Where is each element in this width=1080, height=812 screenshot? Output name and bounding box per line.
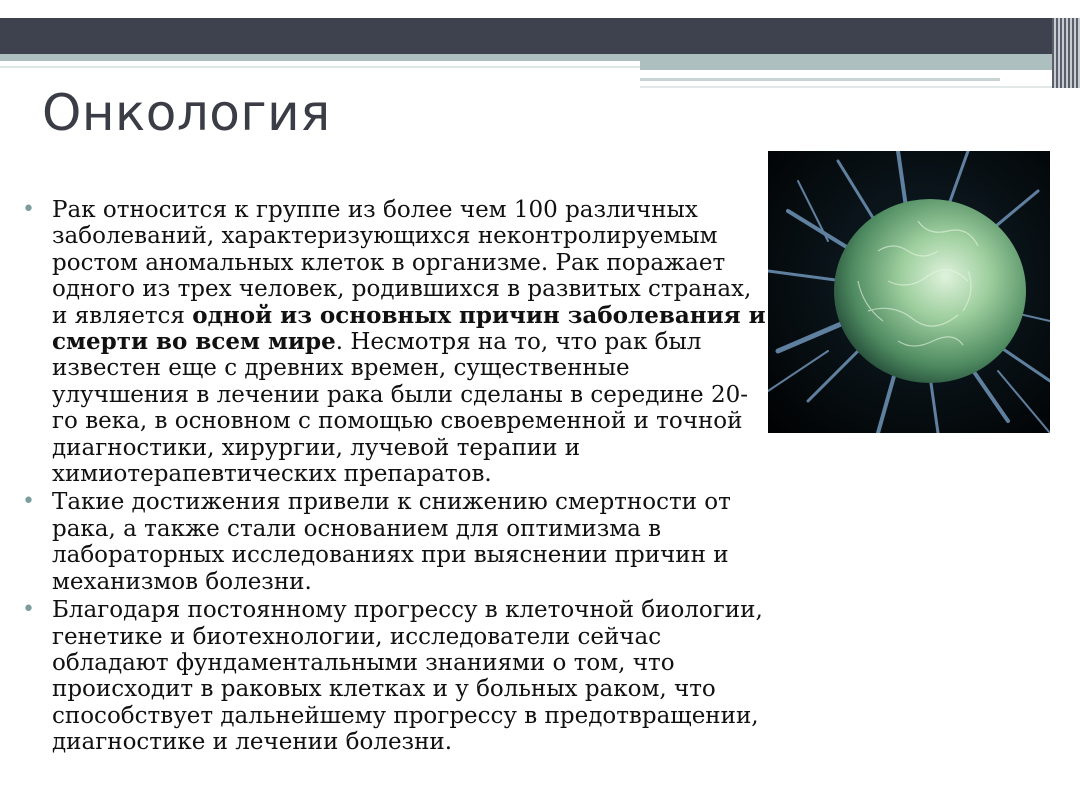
bullet-item — [22, 597, 772, 755]
bullet-text-bold: одной из основных причин заболевания и смерти во всем мире — [52, 301, 766, 356]
slide-content — [22, 197, 772, 758]
header-line — [640, 78, 1000, 81]
bullet-text: Рак относится к группе из более чем 100 различных заболеваний, характеризующихся неконтролируемым ростом аномальных клеток в организме. Рак поражает одного из трех человек, родившихся в развитых странах, и является — [52, 197, 752, 329]
header-line — [0, 66, 640, 68]
bullet-dot-icon: • — [22, 197, 35, 222]
bullet-item — [22, 489, 772, 595]
header-band-dark — [0, 18, 1052, 54]
bullet-text: Благодаря постоянному прогрессу в клеточной биологии, генетике и биотехнологии, исследователи сейчас обладают фундаментальными знаниями о том, что происходит в раковых клетках и у больных раком, что способствует дальнейшему прогрессу в предотвращении, диагностике и лечении болезни. — [52, 597, 763, 756]
bullet-dot-icon: • — [22, 597, 35, 623]
bullet-text: Такие достижения привели к снижению смертности от рака, а также стали основанием для оптимизма в лабораторных исследованиях при выяснении причин и механизмов болезни. — [52, 489, 731, 595]
bullet-item — [22, 197, 772, 487]
header-stripes — [1052, 18, 1080, 88]
bullet-text: . Несмотря на то, что рак был известен еще с древних времен, существенные улучшения в лечении рака были сделаны в середине 20-го века, в основном с помощью своевременной и точной диагностики, хирургии, лучевой терапии и химиотерапевтических препаратов. — [52, 329, 748, 488]
cancer-cell-image — [768, 151, 1050, 433]
bullet-dot-icon: • — [22, 489, 35, 515]
header-band-teal — [0, 54, 640, 61]
header-band-teal-right — [640, 54, 1052, 70]
slide-title: Онкология — [42, 84, 331, 142]
header-line — [640, 86, 1052, 88]
